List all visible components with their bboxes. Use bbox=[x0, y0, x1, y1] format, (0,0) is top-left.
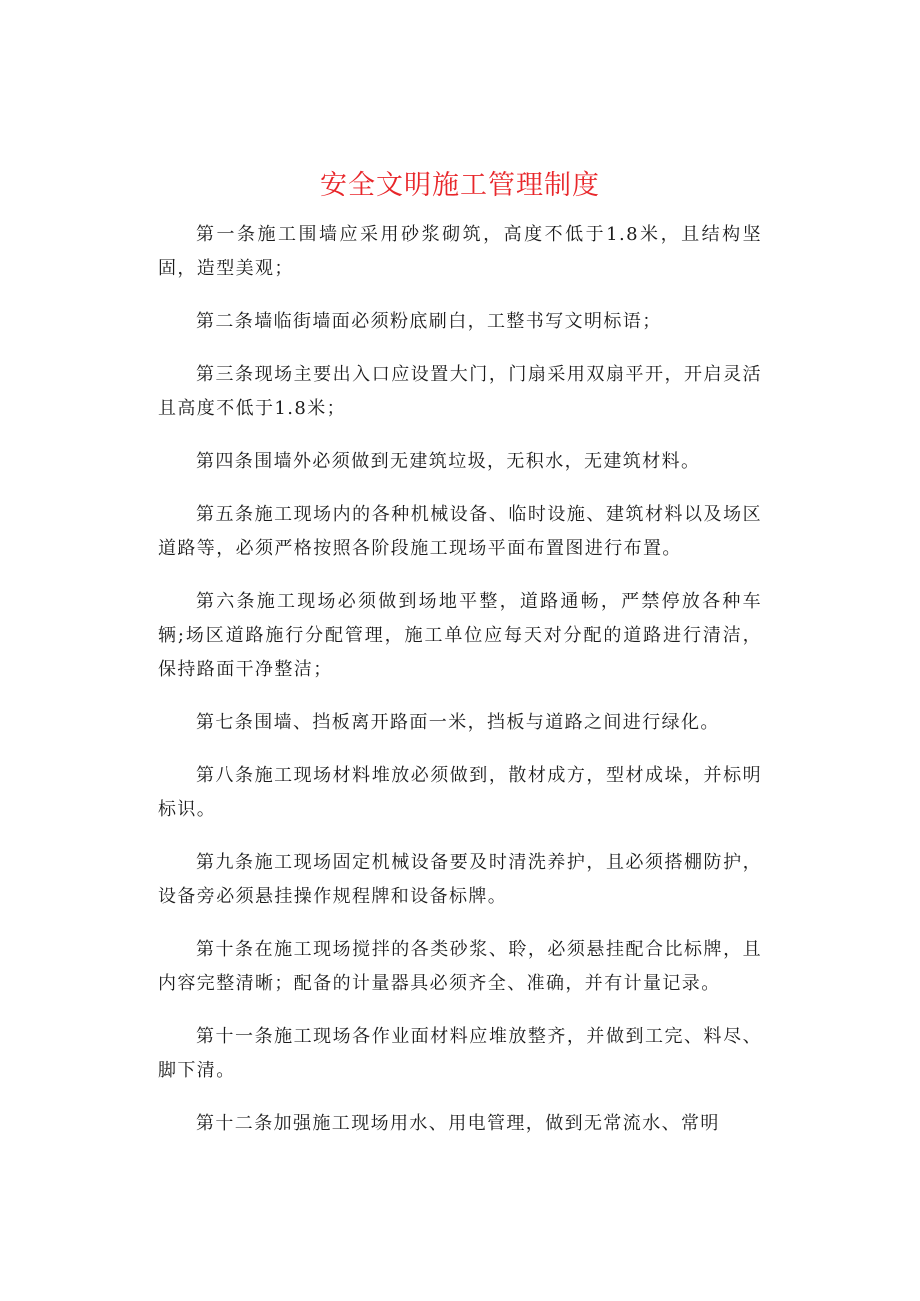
article-3: 第三条现场主要出入口应设置大门，门扇采用双扇平开，开启灵活且高度不低于1.8米； bbox=[158, 364, 762, 419]
document-title: 安全文明施工管理制度 bbox=[320, 170, 600, 201]
article-1: 第一条施工围墙应采用砂浆砌筑，高度不低于1.8米，且结构坚固，造型美观； bbox=[158, 224, 762, 279]
article-4: 第四条围墙外必须做到无建筑垃圾，无积水，无建筑材料。 bbox=[196, 451, 701, 472]
article-2: 第二条墙临街墙面必须粉底刷白，工整书写文明标语； bbox=[196, 311, 662, 332]
article-12: 第十二条加强施工现场用水、用电管理，做到无常流水、常明 bbox=[196, 1113, 720, 1134]
article-6: 第六条施工现场必须做到场地平整，道路通畅，严禁停放各种车辆;场区道路施行分配管理，施工单位应每天对分配的道路进行清洁，保持路面干净整洁； bbox=[158, 591, 762, 680]
article-11: 第十一条施工现场各作业面材料应堆放整齐，并做到工完、料尽、脚下清。 bbox=[158, 1026, 762, 1081]
article-10: 第十条在施工现场搅拌的各类砂浆、聆，必须悬挂配合比标牌，且内容完整清晰；配备的计量器具必须齐全、准确，并有计量记录。 bbox=[158, 939, 762, 994]
article-5: 第五条施工现场内的各种机械设备、临时设施、建筑材料以及场区道路等，必须严格按照各阶段施工现场平面布置图进行布置。 bbox=[158, 504, 762, 559]
document-body bbox=[158, 218, 762, 1160]
article-9: 第九条施工现场固定机械设备要及时清洗养护，且必须搭棚防护，设备旁必须悬挂操作规程牌和设备标牌。 bbox=[158, 852, 762, 907]
article-7: 第七条围墙、挡板离开路面一米，挡板与道路之间进行绿化。 bbox=[196, 712, 720, 733]
article-8: 第八条施工现场材料堆放必须做到，散材成方，型材成垛，并标明标识。 bbox=[158, 765, 762, 820]
